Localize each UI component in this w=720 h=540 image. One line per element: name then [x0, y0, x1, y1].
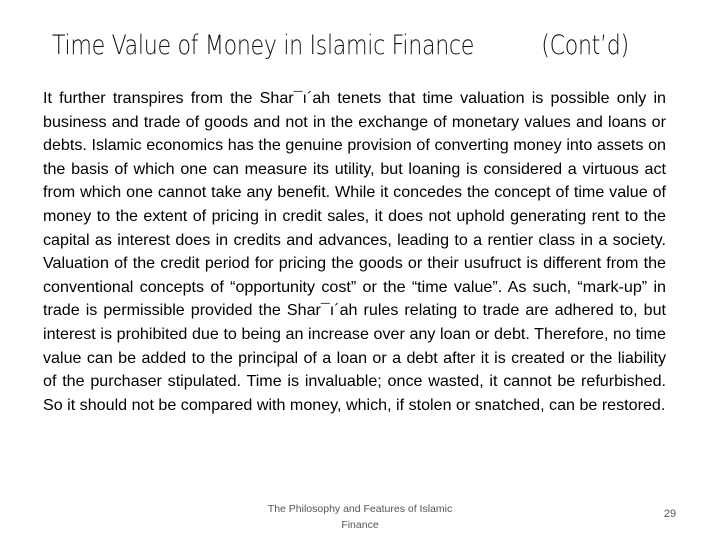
page-number: 29 [663, 508, 677, 520]
slide-title-main: Time Value of Money in Islamic Finance [52, 30, 475, 61]
slide-title [52, 30, 629, 76]
slide-footer: The Philosophy and Features of Islamic Finance [267, 503, 453, 531]
slide-body-paragraph: It further transpires from the Shar¯ı´ah tenets that time valuation is possible only in business and trade of goods and not in the exchange of monetary values and loans or debts. Islamic economics has the genuine provision of converting money into assets on the basis of which one can measure its utility, but loaning is considered a virtuous act from which one cannot take any benefit. While it concedes the concept of time value of money to the extent of pricing in credit sales, it does not uphold generating rent to the capital as interest does in credits and advances, leading to a rentier class in a society. Valuation of the credit period for pricing the goods or their usufruct is different from the conventional concepts of “opportunity cost” or the “time value”. As such, “mark-up” in trade is permissible provided the Shar¯ı´ah rules relating to trade are adhered to, but interest is prohibited due to being an increase over any loan or debt. Therefore, no time value can be added to the principal of a loan or a debt after it is created or the liability of the purchaser stipulated. Time is invaluable; once wasted, it cannot be refurbished. So it should not be compared with money, which, if stolen or snatched, can be restored. [43, 89, 666, 414]
slide-title-suffix: (Cont’d) [541, 30, 629, 61]
